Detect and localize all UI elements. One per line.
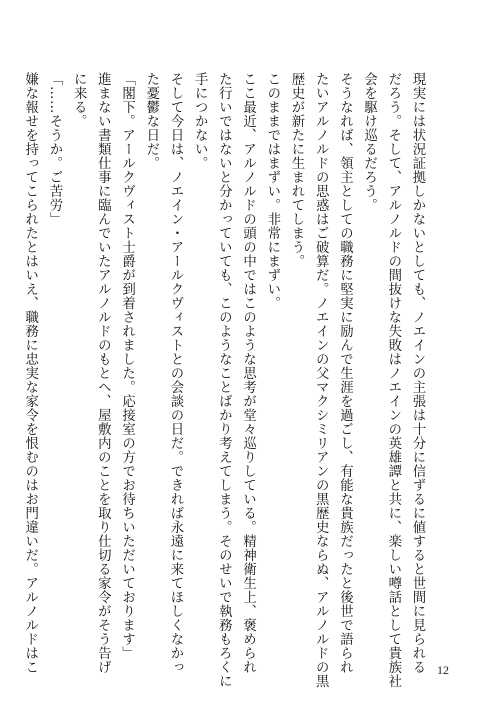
page-number: 12 [437, 663, 449, 677]
text-line: たいアルノルドの思惑はご破算だ。ノエインの父マクシミリアンの黒歴史ならぬ、アルノルドの黒 [313, 72, 329, 688]
text-line: 手につかない。 [192, 72, 208, 170]
text-line: た憂鬱な日だ。 [143, 72, 159, 170]
vertical-text-body [18, 72, 429, 688]
text-line: 嫌な報せを持ってこられたとはいえ、職務に忠実な家令を恨むのはお門違いだ。アルノルドはこ [22, 72, 38, 674]
text-line: 歴史が新たに生まれてしまう。 [288, 72, 304, 268]
text-line: そして今日は、ノエイン・アールクヴィストとの会談の日だ。できれば永遠に来てほしくなかっ [167, 72, 183, 674]
text-line: 「閣下。アールクヴィスト士爵が到着されました。応接室の方でお待ちいただいております」 [119, 72, 135, 660]
text-line: 現実には状況証拠しかないとしても、ノエインの主張は十分に信ずるに値すると世間に見られる [410, 72, 425, 674]
text-line: た行いではないと分かっていても、このようなことばかり考えてしまう。そのせいで執務もろくに [216, 72, 232, 688]
text-line: 「……そうか。ご苦労」 [46, 72, 62, 226]
text-line: に来る。 [71, 72, 87, 128]
text-line: ここ最近、アルノルドの頭の中ではこのような思考が堂々巡りしている。精神衛生上、褒められ [240, 72, 256, 674]
text-line: 会を駆け巡るだろう。 [361, 72, 377, 212]
text-line: そうなれば、領主としての職務に堅実に励んで生涯を過ごし、有能な貴族だったと後世で語られ [337, 72, 353, 674]
text-line: 進まない書類仕事に臨んでいたアルノルドのもとへ、屋敷内のことを取り仕切る家令がそう告げ [95, 72, 111, 674]
text-line: このままではまずい。非常にまずい。 [264, 72, 280, 310]
text-line: だろう。そして、アルノルドの間抜けな失敗はノエインの英雄譚と共に、楽しい噂話として貴族社 [385, 72, 401, 688]
